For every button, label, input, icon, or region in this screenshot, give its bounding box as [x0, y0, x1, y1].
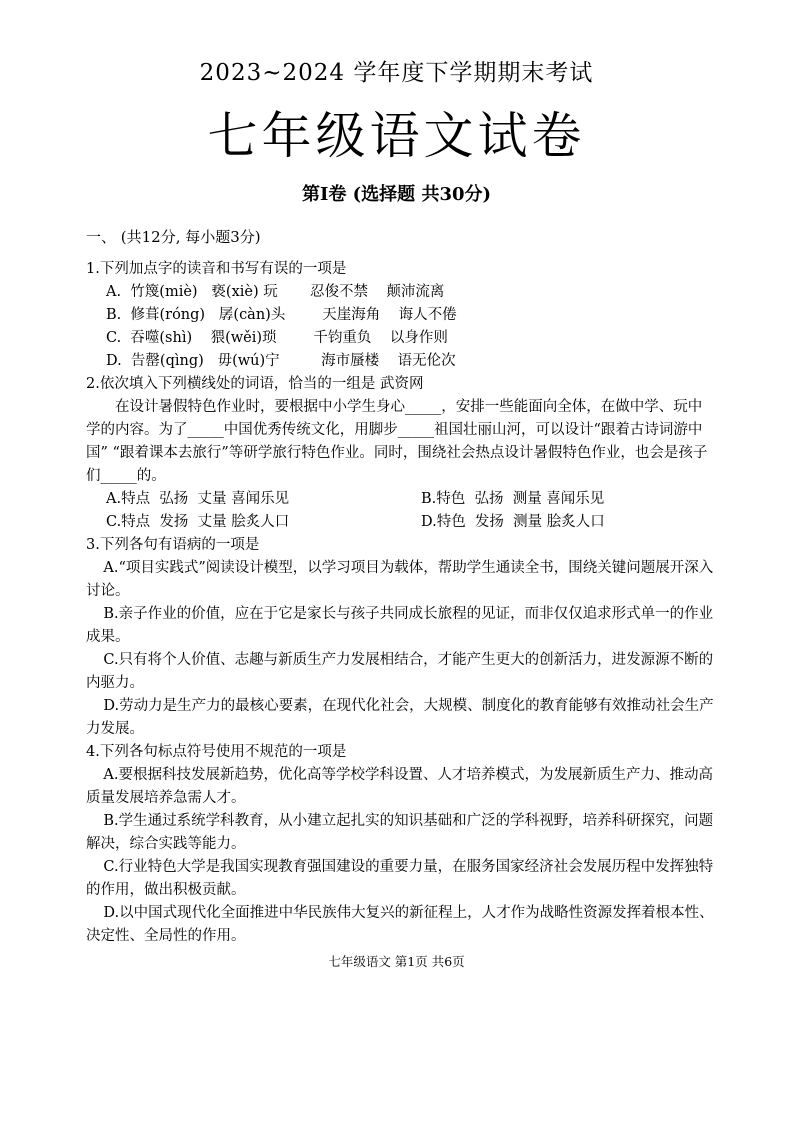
option-a: A.特点 弘扬 丈量 喜闻乐见: [106, 491, 290, 507]
question-stem: 4.下列各句标点符号使用不规范的一项是: [86, 744, 347, 760]
question-1: [86, 258, 716, 373]
option-d: D. 告罄(qìng) 毋(wú)宁 海市蜃楼 语无伦次: [106, 353, 456, 369]
page-footer: 七年级语文 第1页 共6页: [328, 954, 465, 969]
option-a: A.要根据科技发展新趋势，优化高等学校学科设置、人才培养模式，为发展新质生产力、推动高质量发展培养急需人才。: [86, 767, 713, 806]
option-a: A. 竹篾(miè) 亵(xiè) 玩 忍俊不禁 颠沛流离: [106, 284, 445, 300]
question-stem: 3.下列各句有语病的一项是: [86, 537, 260, 553]
option-c: C. 吞噬(shì) 猥(wěi)琐 千钧重负 以身作则: [106, 330, 448, 346]
option-a: A.“项目实践式”阅读设计模型，以学习项目为载体，帮助学生通读全书，围绕关键问题展开深入讨论。: [86, 560, 714, 599]
option-b: B.学生通过系统学科教育，从小建立起扎实的知识基础和广泛的学科视野，培养科研探究，问题解决，综合实践等能力。: [86, 813, 714, 852]
option-c: C.特点 发扬 丈量 脍炙人口: [106, 514, 290, 530]
option-c: C.行业特色大学是我国实现教育强国建设的重要力量，在服务国家经济社会发展历程中发挥独特的作用，做出积极贡献。: [86, 859, 714, 898]
question-4: [86, 741, 716, 948]
option-d: D.特色 发扬 测量 脍炙人口: [421, 514, 605, 530]
question-2: [86, 373, 716, 534]
question-stem: 1.下列加点字的读音和书写有误的一项是: [86, 261, 347, 277]
option-b: B.亲子作业的价值，应在于它是家长与孩子共同成长旅程的见证，而非仅仅追求形式单一的作业成果。: [86, 606, 714, 645]
question-3: [86, 534, 716, 741]
question-passage: 在设计暑假特色作业时，要根据中小学生身心_____，安排一些能面向全体，在做中学、玩中学的内容。为了_____中国优秀传统文化，用脚步_____祖国壮丽山河，可以设计“跟着古诗词游中国” “跟着课本去旅行”等研学旅行特色作业。同时，围绕社会热点设计暑假特色作业，也会是孩子们_____的。: [86, 399, 708, 484]
option-d: D.劳动力是生产力的最核心要素，在现代化社会，大规模、制度化的教育能够有效推动社会生产力发展。: [86, 698, 714, 737]
option-b: B. 修葺(róng) 孱(càn)头 天崖海角 诲人不倦: [106, 307, 457, 323]
option-b: B.特色 弘扬 测量 喜闻乐见: [421, 491, 605, 507]
option-d: D.以中国式现代化全面推进中华民族伟大复兴的新征程上，人才作为战略性资源发挥着根本性、决定性、全局性的作用。: [86, 905, 714, 944]
part-one-heading: 一、 (共12分, 每小题3分): [86, 228, 261, 246]
question-stem: 2.依次填入下列横线处的词语，恰当的一组是 武资网: [86, 376, 424, 392]
questions: [86, 258, 716, 948]
section-heading: 第Ⅰ卷 (选择题 共30分): [301, 184, 492, 205]
option-c: C.只有将个人价值、志趣与新质生产力发展相结合，才能产生更大的创新活力，进发源源不断的内驱力。: [86, 652, 714, 691]
exam-subtitle: 2023~2024 学年度下学期期末考试: [199, 60, 594, 86]
exam-title: 七年级语文试卷: [207, 107, 586, 165]
